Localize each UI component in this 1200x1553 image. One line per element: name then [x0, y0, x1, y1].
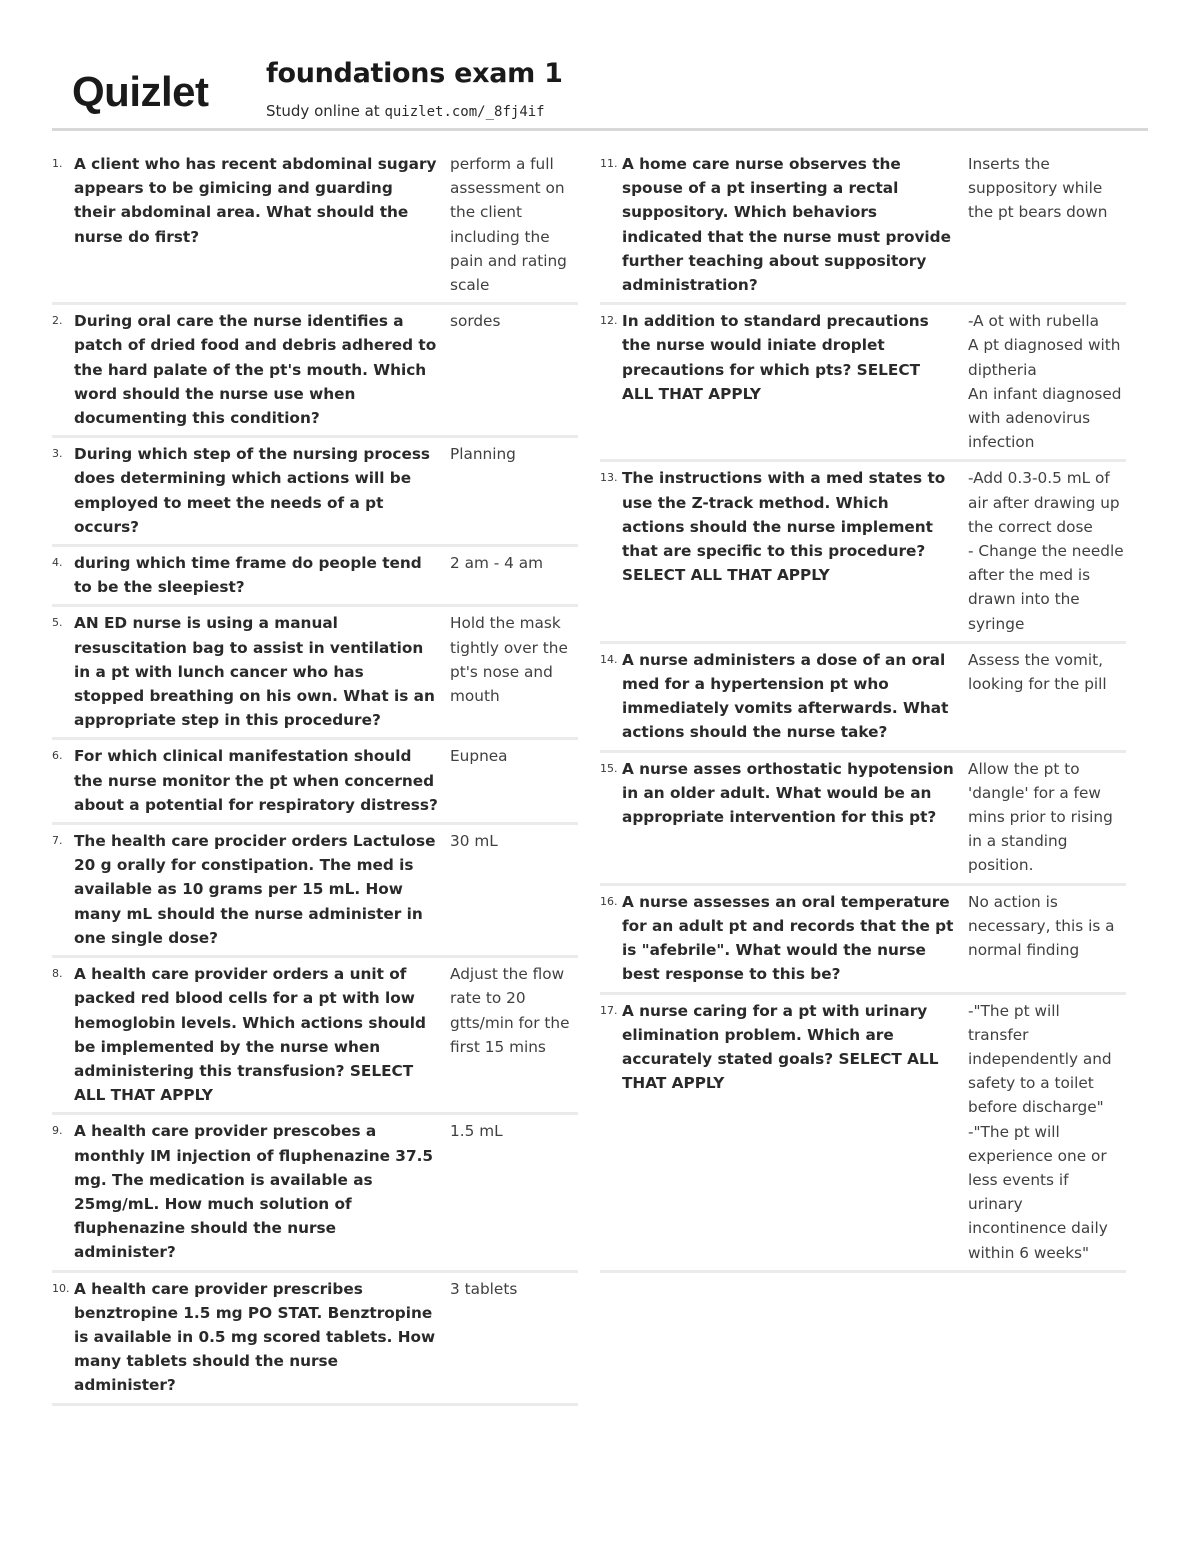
card-number: 7. — [52, 834, 63, 848]
card-question: A health care provider prescribes benztropine 1.5 mg PO STAT. Benztropine is available in 0.5 mg scored tablets. How many tablets should the nurse administer? — [74, 1279, 436, 1395]
card-question: A health care provider prescobes a monthly IM injection of fluphenazine 37.5 mg. The medication is available as 25mg/mL. How much solution of fluphenazine should the nurse administer? — [74, 1122, 434, 1262]
card-number: 4. — [52, 556, 63, 570]
card-number: 14. — [600, 652, 618, 666]
card-number: 12. — [600, 314, 618, 328]
card-answer: Allow the pt to 'dangle' for a few mins prior to rising in a standing position. — [968, 759, 1113, 875]
card-question: During oral care the nurse identifies a patch of dried food and debris adhered to the hard palate of the pt's mouth. Which word should the nurse use when documenting this condition? — [74, 312, 437, 428]
card-answer: -"The pt will transfer independently and safety to a toilet before discharge" -"The pt will experience one or less events if urinary incontinence daily within 6 weeks" — [968, 1001, 1112, 1262]
card-question: A nurse administers a dose of an oral med for a hypertension pt who immediately vomits afterwards. What actions should the nurse take? — [622, 650, 949, 742]
right-column — [600, 148, 1126, 1273]
card-number: 13. — [600, 471, 618, 485]
card-answer: Adjust the flow rate to 20 gtts/min for the first 15 mins — [450, 965, 570, 1056]
card-answer: sordes — [450, 312, 501, 331]
flashcard-row — [52, 438, 578, 547]
card-question: A home care nurse observes the spouse of a pt inserting a rectal suppository. Which behaviors indicated that the nurse must provide further teaching about suppository administration? — [622, 155, 951, 295]
card-number: 2. — [52, 314, 63, 328]
flashcard-row — [52, 305, 578, 438]
card-number: 6. — [52, 749, 63, 763]
card-question: during which time frame do people tend to be the sleepiest? — [74, 554, 422, 597]
flashcard-row — [600, 995, 1126, 1273]
card-answer: 30 mL — [450, 832, 498, 851]
card-answer: Hold the mask tightly over the pt's nose and mouth — [450, 614, 568, 706]
card-answer: 2 am - 4 am — [450, 554, 543, 573]
card-answer: 1.5 mL — [450, 1122, 503, 1141]
card-number: 16. — [600, 894, 618, 908]
card-question: A health care provider orders a unit of packed red blood cells for a pt with low hemoglobin levels. Which actions should be implemented by the nurse when administering this transfusion? SELECT ALL THAT APPLY — [74, 965, 426, 1105]
card-question: The health care procider orders Lactulose 20 g orally for constipation. The med is available as 10 grams per 15 mL. How many mL should the nurse administer in one single dose? — [74, 832, 436, 947]
study-url-link[interactable]: quizlet.com/_8fj4if — [384, 104, 545, 120]
left-column — [52, 148, 578, 1406]
card-question: A nurse caring for a pt with urinary elimination problem. Which are accurately stated goals? SELECT ALL THAT APPLY — [622, 1001, 939, 1093]
flashcard-row — [52, 1273, 578, 1406]
header-divider — [52, 128, 1148, 131]
flashcard-row — [52, 607, 578, 740]
card-answer: No action is necessary, this is a normal finding — [968, 892, 1115, 960]
flashcard-row — [600, 644, 1126, 753]
card-number: 3. — [52, 447, 63, 461]
card-number: 1. — [52, 157, 63, 170]
flashcard-row — [600, 148, 1126, 305]
flashcard-row — [52, 148, 578, 305]
study-online-label: Study online at — [266, 102, 385, 120]
card-answer: Eupnea — [450, 747, 508, 766]
card-question: A nurse asses orthostatic hypotension in an older adult. What would be an appropriate intervention for this pt? — [622, 759, 954, 827]
card-number: 9. — [52, 1124, 63, 1138]
card-answer: -Add 0.3-0.5 mL of air after drawing up the correct dose - Change the needle after the med is drawn into the syringe — [968, 469, 1124, 633]
card-question: For which clinical manifestation should the nurse monitor the pt when concerned about a potential for respiratory distress? — [74, 747, 438, 814]
card-answer: Planning — [450, 445, 516, 464]
card-number: 5. — [52, 616, 63, 630]
flashcard-row — [600, 462, 1126, 643]
page-header — [52, 56, 1148, 132]
set-title: foundations exam 1 — [266, 58, 563, 89]
card-answer: Inserts the suppository while the pt bears down — [968, 155, 1108, 222]
card-number: 11. — [600, 157, 618, 170]
card-question: AN ED nurse is using a manual resuscitation bag to assist in ventilation in a pt with lunch cancer who has stopped breathing on his own. What is an appropriate step in this procedure? — [74, 614, 435, 730]
card-number: 10. — [52, 1281, 70, 1295]
flashcard-row — [600, 753, 1126, 886]
flashcard-row — [600, 305, 1126, 462]
card-question: In addition to standard precautions the nurse would iniate droplet precautions for which pts? SELECT ALL THAT APPLY — [622, 312, 929, 403]
card-question: A client who has recent abdominal sugary appears to be gimicing and guarding their abdominal area. What should the nurse do first? — [74, 155, 437, 246]
flashcard-row — [52, 958, 578, 1115]
flashcard-row — [52, 1115, 578, 1272]
card-answer: 3 tablets — [450, 1279, 518, 1298]
card-question: During which step of the nursing process does determining which actions will be employed to meet the needs of a pt occurs? — [74, 445, 431, 536]
card-number: 8. — [52, 967, 63, 981]
flashcard-row — [52, 825, 578, 958]
flashcard-row — [52, 547, 578, 607]
card-answer: -A ot with rubella A pt diagnosed with diptheria An infant diagnosed with adenovirus infection — [968, 312, 1122, 452]
study-online-line — [266, 102, 545, 120]
card-number: 17. — [600, 1003, 618, 1017]
card-question: A nurse assesses an oral temperature for an adult pt and records that the pt is "afebrile". What would the nurse best response to this be? — [622, 892, 954, 984]
card-answer: Assess the vomit, looking for the pill — [968, 650, 1107, 694]
quizlet-logo[interactable]: Quizlet — [72, 68, 209, 115]
flashcard-row — [52, 740, 578, 825]
flashcard-row — [600, 886, 1126, 995]
card-number: 15. — [600, 761, 618, 775]
card-answer: perform a full assessment on the client including the pain and rating scale — [450, 155, 567, 295]
card-question: The instructions with a med states to use the Z-track method. Which actions should the nurse implement that are specific to this procedure? SELECT ALL THAT APPLY — [622, 469, 946, 585]
